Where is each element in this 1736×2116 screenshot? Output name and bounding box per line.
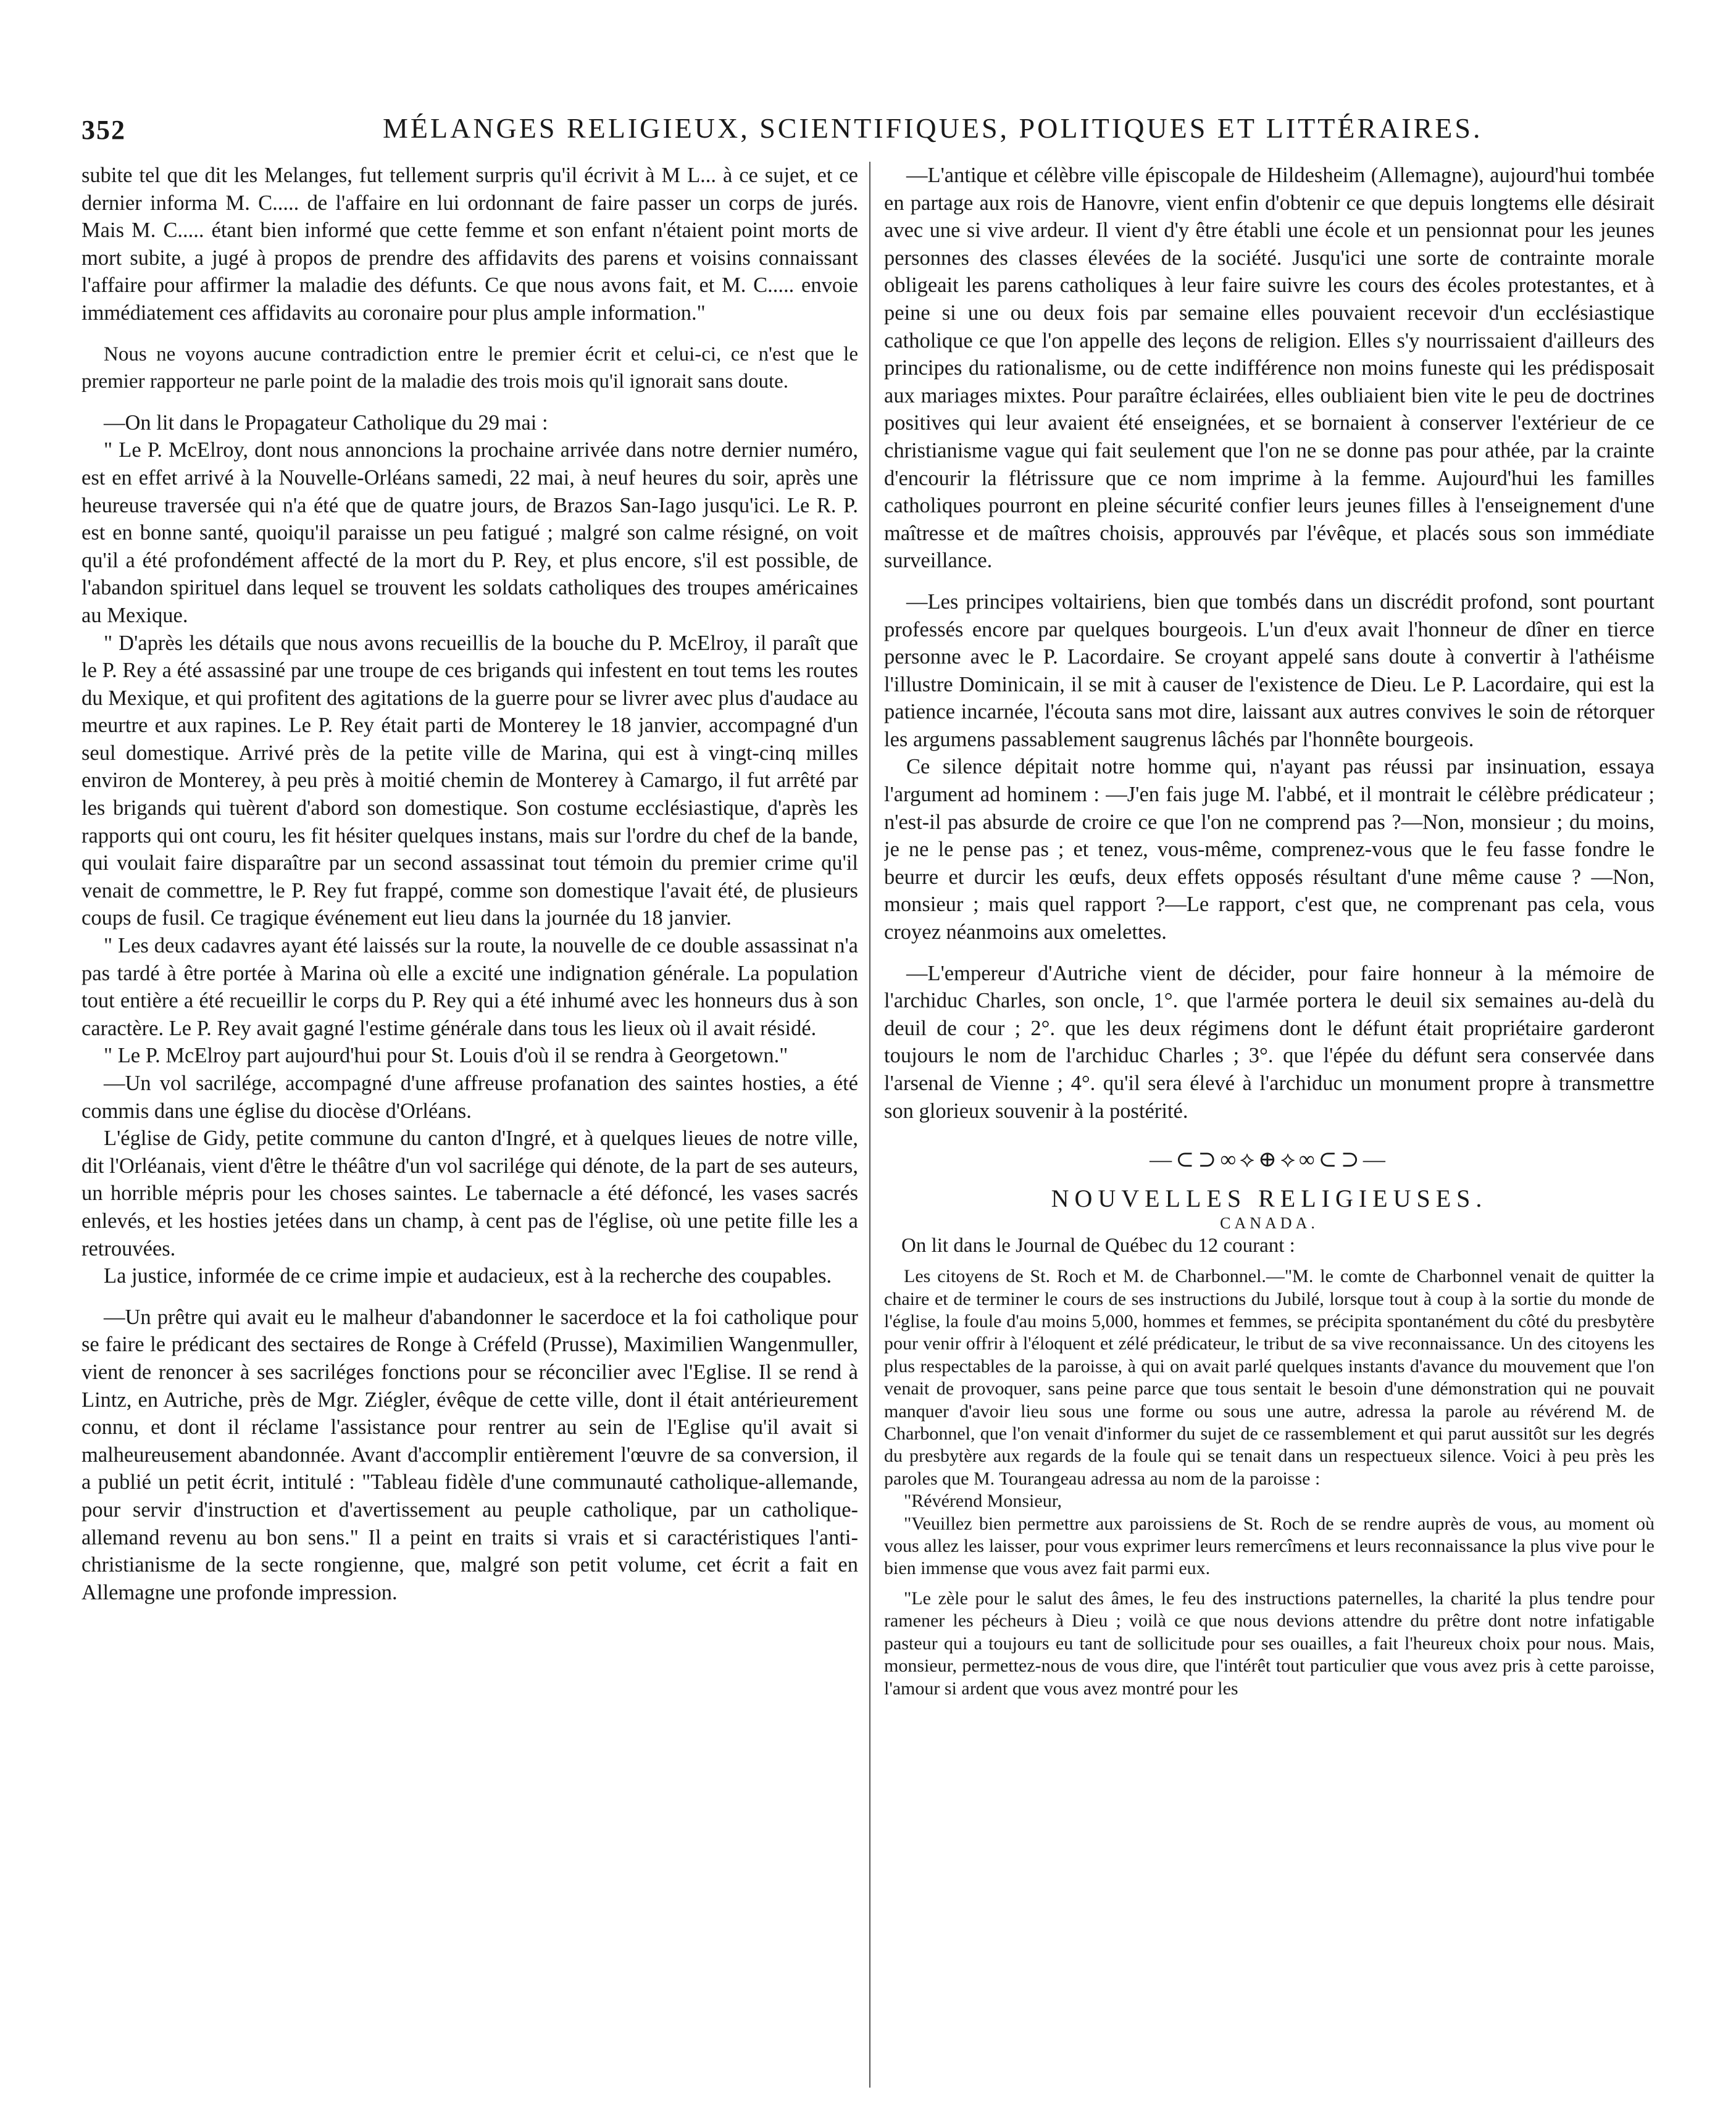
article-paragraph: La justice, informée de ce crime impie et audacieux, est à la recherche des coupables. bbox=[104, 1264, 832, 1288]
article-paragraph: " D'après les détails que nous avons recueillis de la bouche du P. McElroy, il paraît que le P. Rey a été assassiné par une troupe de ces brigands qui infestent en tout tems les routes du Mexique, et qui profitent des agitations de la guerre pour se livrer avec plus d'audace au meurtre et aux rapines. Le P. Rey était parti de Monterey le 18 janvier, accompagné d'un seul domestique. Arrivé près de la petite ville de Marina, qui est à vingt-cinq milles environ de Monterey, à peu près à moitié chemin de Monterey à Camargo, il fut arrêté par les brigands qui tuèrent d'abord son domestique. Son costume ecclésiastique, d'après les rapports qui ont couru, les fit hésiter quelques instans, mais sur l'ordre du chef de la bande, qui voulait faire disparaître par un second assassinat tout témoin du premier crime qu'il venait de commettre, le P. Rey fut frappé, comme son domestique l'avait été, de plusieurs coups de fusil. Ce tragique événement eut lieu dans la journée du 18 janvier. bbox=[81, 631, 858, 930]
article-paragraph: —L'antique et célèbre ville épiscopale de Hildesheim (Allemagne), aujourd'hui tombée en partage aux rois de Hanovre, vient enfin d'obtenir ce que depuis longtems elle désirait avec une si vive ardeur. Il vient d'y être établi une école et un pensionnat pour les jeunes personnes des classes élevées de la société. Jusqu'ici une sorte de contrainte morale obligeait les parens catholiques à leur faire suivre les cours des écoles protestantes, et à peine si une ou deux fois par semaine elles pouvaient recevoir d'un ecclésiastique catholique ce que l'on appelle des leçons de religion. Elles s'y nourrissaient d'ailleurs des principes du rationalisme, ou de cette indifférence non moins funeste qui les prédisposait aux mariages mixtes. Pour paraître éclairées, elles oubliaient bien vite le peu de doctrines positives qui leur avaient été enseignées, et se bornaient à conserver l'extérieur de ce christianisme vague qui fait seulement que l'on ne se donne pas pour athée, par la crainte d'encourir la flétrissure que ce nom imprime à la femme. Aujourd'hui les familles catholiques pourront en pleine sécurité confier leurs jeunes filles à l'enseignement d'une maîtresse et de maîtres choisis, approuvés par l'évêque, et placés sous son immédiate surveillance. bbox=[884, 164, 1655, 573]
article-paragraph: subite tel que dit les Melanges, fut tellement surpris qu'il écrivit à M L... à ce sujet, et ce dernier informa M. C..... de l'affaire en lui ordonnant de faire passer un corps de jurés. Mais M. C..... étant bien informé que cette femme et son enfant n'étaient point morts de mort subite, a jugé à propos de prendre des affidavits des parens et voisins connaissant l'affaire pour affirmer la maladie des défunts. Ce que nous avons fait, et M. C..... envoie immédiatement ces affidavits au coronaire pour plus ample information." bbox=[81, 164, 858, 325]
article-paragraph: Nous ne voyons aucune contradiction entre le premier écrit et celui-ci, ce n'est que le premier rapporteur ne parle point de la maladie des trois mois qu'il ignorait sans doute. bbox=[81, 343, 858, 393]
letter-salutation: "Révérend Monsieur, bbox=[904, 1491, 1062, 1512]
article-paragraph: Ce silence dépitait notre homme qui, n'ayant pas réussi par insinuation, essaya l'argument ad hominem : —J'en fais juge M. l'abbé, et il montrait le célèbre prédicateur ; n'est-il pas absurde de croire ce que l'on ne comprend pas ?—Non, monsieur ; du moins, je ne le pense pas ; et tenez, vous-même, comprenez-vous que le feu fasse fondre le beurre et durcir les œufs, deux effets opposés résultant d'une même cause ? —Non, monsieur ; mais quel rapport ?—Le rapport, c'est que, ne comprenant pas cela, vous croyez néanmoins aux omelettes. bbox=[884, 755, 1655, 944]
section-intro: On lit dans le Journal de Québec du 12 courant : bbox=[901, 1235, 1295, 1257]
article-paragraph: —Les principes voltairiens, bien que tombés dans un discrédit profond, sont pourtant professés encore par quelques bourgeois. L'un d'eux avait l'honneur de dîner en tierce personne avec le P. Lacordaire. Se croyant appelé sans doute à convertir à l'athéisme l'illustre Dominicain, il se mit à causer de l'existence de Dieu. Le P. Lacordaire, qui est la patience incarnée, l'écouta sans mot dire, laissant aux autres convives le soin de rétorquer les argumens passablement saugrenus lâchés par l'honnête bourgeois. bbox=[884, 589, 1655, 751]
article-paragraph: —Un vol sacrilége, accompagné d'une affreuse profanation des saintes hosties, a été commis dans une église du diocèse d'Orléans. bbox=[81, 1072, 858, 1123]
article-paragraph: —Un prêtre qui avait eu le malheur d'abandonner le sacerdoce et la foi catholique pour se faire le prédicant des sectaires de Ronge à Créfeld (Prusse), Maximilien Wangenmuller, vient de renoncer à ses sacriléges fonctions pour se réconcilier avec l'Eglise. Il se rend à Lintz, en Autriche, près de Mgr. Ziégler, évêque de cette ville, dont il était antérieurement connu, et dont il réclame l'assistance pour rentrer au sein de l'Eglise qu'il avait si malheureusement abandonnée. Avant d'accomplir entièrement l'œuvre de sa conversion, il a publié un petit écrit, intitulé : "Tableau fidèle d'une communauté catholique-allemande, pour servir d'instruction et d'avertissement au peuple catholique, par un catholique-allemand revenu au bon sens." Il a peint en traits si vrais et si caractéristiques l'anti-christianisme de la secte rongienne, que, malgré son petit volume, cet écrit a fait en Allemagne une profonde impression. bbox=[81, 1305, 858, 1604]
right-column bbox=[884, 162, 1655, 2094]
left-column bbox=[81, 162, 858, 2094]
article-paragraph: —L'empereur d'Autriche vient de décider, pour faire honneur à la mémoire de l'archiduc Charles, son oncle, 1°. que l'armée portera le deuil six semaines au-delà du deuil de cour ; 2°. que les deux régimens dont le défunt était propriétaire garderont toujours le nom de l'archiduc Charles ; 3°. que l'épée du défunt sera conservée dans l'arsenal de Vienne ; 4°. qu'il sera élevé à l'archiduc un monument propre à transmettre son glorieux souvenir à la postérité. bbox=[884, 961, 1655, 1123]
article-paragraph: " Les deux cadavres ayant été laissés sur la route, la nouvelle de ce double assassinat n'a pas tardé à être portée à Marina où elle a excité une indignation générale. La population tout entière a été recueillir le corps du P. Rey qui a été inhumé avec les honneurs dus à son caractère. Le P. Rey avait gagné l'estime générale dans tous les lieux où il avait résidé. bbox=[81, 934, 858, 1040]
article-paragraph: L'église de Gidy, petite commune du canton d'Ingré, et à quelques lieues de notre ville, dit l'Orléanais, vient d'être le théâtre d'un vol sacrilége qui dénote, de la part de ses auteurs, un horrible mépris pour les choses saintes. Le tabernacle a été défoncé, les vases sacrés enlevés, et les hosties jetées dans un champ, à cent pas de l'église, où une petite fille les a retrouvées. bbox=[81, 1127, 858, 1260]
article-paragraph: " Le P. McElroy part aujourd'hui pour St. Louis d'où il se rendra à Georgetown." bbox=[104, 1044, 788, 1068]
page-number: 352 bbox=[81, 115, 126, 145]
section-ornament: —⊂⊃∞⟡⊕⟡∞⊂⊃— bbox=[1150, 1147, 1389, 1172]
article-paragraph: " Le P. McElroy, dont nous annoncions la prochaine arrivée dans notre dernier numéro, est en effet arrivé à la Nouvelle-Orléans samedi, 22 mai, à neuf heures du soir, après une heureuse traversée qui n'a été que de quatre jours, de Brazos San-Iago jusqu'ici. Le R. P. est en bonne santé, quoiqu'il paraisse un peu fatigué ; malgré son calme résigné, on voit qu'il a été profondément affecté de la mort du P. Rey, et plus encore, s'il est possible, de l'abandon spirituel dans lequel se trouvent les soldats catholiques des troupes américaines au Mexique. bbox=[81, 438, 858, 627]
running-head bbox=[0, 108, 1736, 151]
journal-title: MÉLANGES RELIGIEUX, SCIENTIFIQUES, POLITIQUES ET LITTÉRAIRES. bbox=[383, 112, 1483, 144]
section-heading: NOUVELLES RELIGIEUSES. bbox=[1051, 1185, 1488, 1213]
column-divider bbox=[869, 162, 870, 2088]
article-paragraph: Les citoyens de St. Roch et M. de Charbonnel.—"M. le comte de Charbonnel venait de quitter la chaire et de terminer le cours de ses instructions du Jubilé, lorsque tout à coup à la sortie du monde de l'église, la foule d'au moins 5,000, hommes et femmes, se précipita spontanément du côté du presbytère pour venir offrir à l'éloquent et zélé prédicateur, le tribut de sa vive reconnaissance. Un des citoyens les plus respectables de la paroisse, à qui on avait parlé quelques instants d'avance du mouvement que l'on venait de provoquer, sans peine parce que tous sentait le besoin d'une démonstration qui ne pouvait manquer d'avoir lieu sous une forme ou sous une autre, adressa la parole au révérend M. de Charbonnel, que l'on venait d'informer du sujet de ce rassemblement et qui parut aussitôt sur les degrés du presbytère aux regards de la foule qui se tenait dans un respectueux silence. Voici à peu près les paroles que M. Tourangeau adressa au nom de la paroisse : bbox=[884, 1266, 1655, 1489]
news-section-body bbox=[884, 1265, 1655, 1700]
article-paragraph: "Le zèle pour le salut des âmes, le feu des instructions paternelles, la charité la plus tendre pour ramener les pécheurs à Dieu ; voilà ce que nous devions attendre du prêtre dont notre infatigable pasteur qui a toujours eu tant de sollicitude pour ses ouailles, a fait l'heureux choix pour nous. Mais, monsieur, permettez-nous de vous dire, que l'intérêt tout particulier que vous avez pris à cette paroisse, l'amour si ardent que vous avez montré pour les bbox=[884, 1588, 1655, 1699]
section-subheading: CANADA. bbox=[1220, 1214, 1319, 1233]
article-paragraph: —On lit dans le Propagateur Catholique du 29 mai : bbox=[104, 410, 548, 435]
article-paragraph: "Veuillez bien permettre aux paroissiens de St. Roch de se rendre auprès de vous, au moment où vous allez les laisser, pour vous exprimer leurs remercîmens et leurs reconnaissance la plus vive pour le bien immense que vous avez fait parmi eux. bbox=[884, 1513, 1655, 1579]
